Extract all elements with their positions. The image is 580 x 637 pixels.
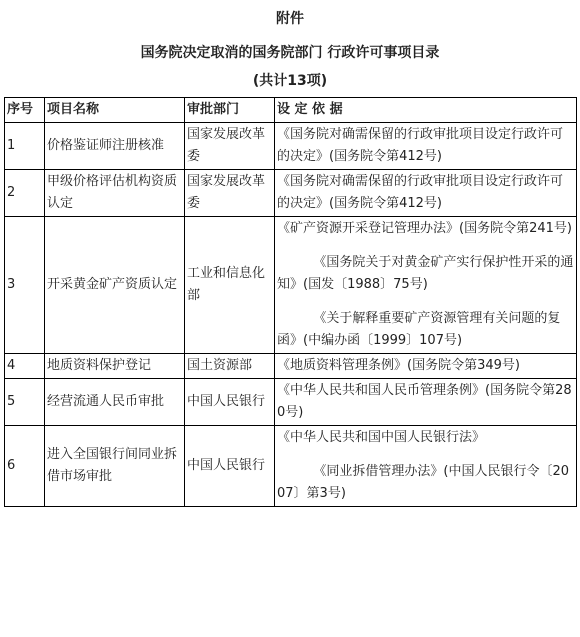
row-name: 开采黄金矿产资质认定 (45, 217, 185, 354)
row-dept: 国土资源部 (185, 354, 275, 379)
row-name: 甲级价格评估机构资质认定 (45, 170, 185, 217)
header-basis: 设 定 依 据 (275, 98, 577, 123)
header-no: 序号 (5, 98, 45, 123)
basis-text: 《中华人民共和国中国人民银行法》 (277, 430, 486, 445)
document-title: 国务院决定取消的国务院部门 行政许可事项目录 (140, 45, 440, 61)
row-basis (275, 379, 577, 426)
row-no: 2 (5, 170, 45, 217)
row-no: 4 (5, 354, 45, 379)
items-table (4, 97, 577, 507)
basis-text: 《国务院对确需保留的行政审批项目设定行政许可的决定》(国务院令第412号) (277, 174, 564, 211)
table-row (5, 354, 577, 379)
row-name: 价格鉴证师注册核准 (45, 123, 185, 170)
table-row (5, 123, 577, 170)
basis-text: 《中华人民共和国人民币管理条例》(国务院令第280号) (277, 383, 572, 420)
row-name: 地质资料保护登记 (45, 354, 185, 379)
row-dept: 中国人民银行 (185, 379, 275, 426)
row-dept: 中国人民银行 (185, 426, 275, 507)
row-no: 1 (5, 123, 45, 170)
row-basis (275, 426, 577, 507)
basis-text: 《国务院关于对黄金矿产实行保护性开采的通知》(国发〔1988〕75号) (277, 255, 574, 292)
row-dept: 国家发展改革委 (185, 123, 275, 170)
basis-text: 《地质资料管理条例》(国务院令第349号) (277, 358, 520, 373)
basis-text: 《同业拆借管理办法》(中国人民银行令〔2007〕第3号) (277, 464, 570, 501)
header-name: 项目名称 (45, 98, 185, 123)
row-no: 6 (5, 426, 45, 507)
row-dept: 国家发展改革委 (185, 170, 275, 217)
row-no: 5 (5, 379, 45, 426)
table-row (5, 170, 577, 217)
basis-text: 《国务院对确需保留的行政审批项目设定行政许可的决定》(国务院令第412号) (277, 127, 564, 164)
header-dept: 审批部门 (185, 98, 275, 123)
table-row (5, 217, 577, 354)
basis-text: 《关于解释重要矿产资源管理有关问题的复函》(中编办函〔1999〕107号) (277, 311, 561, 348)
row-basis (275, 354, 577, 379)
row-name: 进入全国银行间同业拆借市场审批 (45, 426, 185, 507)
basis-text: 《矿产资源开采登记管理办法》(国务院令第241号) (277, 221, 572, 236)
table-header-row (5, 98, 577, 123)
row-name: 经营流通人民币审批 (45, 379, 185, 426)
table-row (5, 426, 577, 507)
row-basis (275, 217, 577, 354)
item-count: (共计13项) (252, 73, 328, 89)
table-row (5, 379, 577, 426)
row-dept: 工业和信息化部 (185, 217, 275, 354)
row-basis (275, 123, 577, 170)
row-basis (275, 170, 577, 217)
row-no: 3 (5, 217, 45, 354)
attachment-label: 附件 (276, 11, 304, 27)
